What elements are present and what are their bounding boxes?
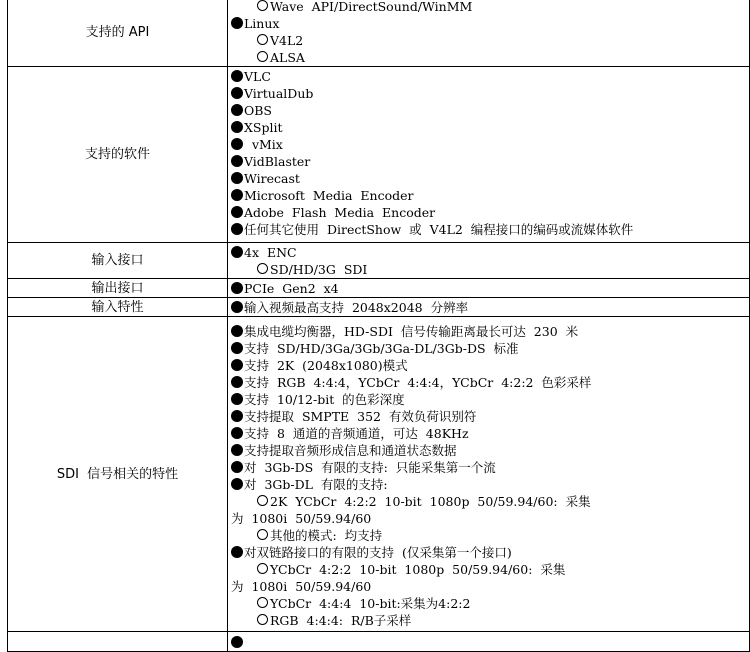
bullet-item (231, 299, 749, 316)
item-text: YCbCr 4:4:4 10-bit:采集为4:2:2 (270, 596, 471, 611)
item-text: Linux (244, 16, 280, 31)
item-text: Microsoft Media Encoder (244, 188, 414, 203)
bullet-item (231, 280, 749, 297)
item-text: 为 1080i 50/59.94/60 (231, 511, 372, 526)
bullet-item (231, 425, 749, 442)
bullet-item (231, 408, 749, 425)
item-text: 支持 RGB 4:4:4，YCbCr 4:4:4，YCbCr 4:2:2 色彩采样 (244, 375, 592, 390)
spec-row (8, 317, 750, 632)
bullet-item (231, 244, 749, 261)
item-text: RGB 4:4:4: R/B子采样 (270, 613, 412, 628)
spec-row-content (228, 317, 750, 632)
item-text: 对 3Gb-DL 有限的支持: (244, 477, 388, 492)
filled-bullet-icon (231, 155, 243, 167)
bullet-item (231, 170, 749, 187)
bullet-item (231, 391, 749, 408)
item-text: V4L2 (270, 33, 304, 48)
bullet-item (231, 15, 749, 32)
item-text: 支持提取音频形成信息和通道状态数据 (244, 443, 457, 458)
filled-bullet-icon (231, 461, 243, 473)
bullet-item (231, 102, 749, 119)
bullet-item (231, 136, 749, 153)
item-text: 2K YCbCr 4:2:2 10-bit 1080p 50/59.94/60: 采集 (270, 494, 591, 509)
item-text: VirtualDub (244, 86, 314, 101)
filled-bullet-icon (231, 121, 243, 133)
item-text: 支持 10/12-bit 的色彩深度 (244, 392, 405, 407)
spec-row-content (228, 243, 750, 279)
sub-bullet-item (231, 261, 749, 278)
item-text: Wirecast (244, 171, 300, 186)
filled-bullet-icon (231, 104, 243, 116)
item-text: 4x ENC (244, 245, 297, 260)
filled-bullet-icon (231, 223, 243, 235)
item-text: YCbCr 4:2:2 10-bit 1080p 50/59.94/60: 采集 (270, 562, 566, 577)
item-text: SD/HD/3G SDI (270, 262, 368, 277)
bullet-item (231, 634, 749, 651)
bullet-item (231, 85, 749, 102)
filled-bullet-icon (231, 376, 243, 388)
spec-row-label: 输出接口 (8, 279, 228, 298)
sub-bullet-item (231, 493, 749, 510)
item-text: PCIe Gen2 x4 (244, 281, 339, 296)
item-text: 对 3Gb-DS 有限的支持: 只能采集第一个流 (244, 460, 496, 475)
item-text: VLC (244, 69, 271, 84)
spec-row-label: SDI 信号相关的特性 (8, 317, 228, 632)
filled-bullet-icon (231, 410, 243, 422)
spec-row (8, 243, 750, 279)
item-text: OBS (244, 103, 272, 118)
item-text: 支持 SD/HD/3Ga/3Gb/3Ga-DL/3Gb-DS 标准 (244, 341, 519, 356)
sub-bullet-item (231, 527, 749, 544)
continuation-line (231, 510, 749, 527)
hollow-bullet-icon (257, 51, 268, 62)
spec-row-content (228, 279, 750, 298)
item-text: 输入视频最高支持 2048x2048 分辨率 (244, 300, 469, 315)
bullet-item (231, 187, 749, 204)
sub-bullet-item (231, 32, 749, 49)
item-text: ALSA (270, 50, 305, 65)
spec-row-content (228, 632, 750, 652)
item-text: vMix (244, 137, 283, 152)
spec-row-content (228, 0, 750, 67)
bullet-item (231, 204, 749, 221)
item-text: XSplit (244, 120, 283, 135)
item-text: 其他的模式: 均支持 (270, 528, 383, 543)
spec-row-label: 支持的软件 (8, 67, 228, 243)
filled-bullet-icon (231, 172, 243, 184)
filled-bullet-icon (231, 246, 243, 258)
item-text: VidBlaster (244, 154, 311, 169)
bullet-item (231, 544, 749, 561)
filled-bullet-icon (231, 282, 243, 294)
spec-row-label: 支持的 API (8, 0, 228, 67)
bullet-item (231, 357, 749, 374)
spec-row (8, 632, 750, 652)
spec-row-label: 输入特性 (8, 298, 228, 317)
hollow-bullet-icon (257, 263, 268, 274)
item-text: 支持 2K (2048x1080)模式 (244, 358, 408, 373)
item-text: 支持提取 SMPTE 352 有效负荷识别符 (244, 409, 477, 424)
spec-table (7, 0, 750, 652)
filled-bullet-icon (231, 342, 243, 354)
filled-bullet-icon (231, 301, 243, 313)
bullet-item (231, 459, 749, 476)
item-text: Wave API/DirectSound/WinMM (270, 0, 473, 14)
hollow-bullet-icon (257, 563, 268, 574)
filled-bullet-icon (231, 189, 243, 201)
hollow-bullet-icon (257, 529, 268, 540)
bullet-item (231, 119, 749, 136)
item-text: 为 1080i 50/59.94/60 (231, 579, 372, 594)
hollow-bullet-icon (257, 495, 268, 506)
hollow-bullet-icon (257, 34, 268, 45)
item-text: Adobe Flash Media Encoder (244, 205, 436, 220)
filled-bullet-icon (231, 393, 243, 405)
spec-row (8, 298, 750, 317)
hollow-bullet-icon (257, 614, 268, 625)
bullet-item (231, 153, 749, 170)
filled-bullet-icon (231, 70, 243, 82)
filled-bullet-icon (231, 87, 243, 99)
filled-bullet-icon (231, 636, 243, 648)
spec-row-label (8, 632, 228, 652)
sub-bullet-item (231, 595, 749, 612)
spec-row (8, 0, 750, 67)
bullet-item (231, 476, 749, 493)
spec-row-content (228, 67, 750, 243)
filled-bullet-icon (231, 427, 243, 439)
filled-bullet-icon (231, 478, 243, 490)
bullet-item (231, 442, 749, 459)
filled-bullet-icon (231, 206, 243, 218)
filled-bullet-icon (231, 325, 243, 337)
item-text: 对双链路接口的有限的支持 (仅采集第一个接口) (244, 545, 512, 560)
sub-bullet-item (231, 612, 749, 629)
bullet-item (231, 374, 749, 391)
spec-row (8, 67, 750, 243)
sub-bullet-item (231, 49, 749, 66)
bullet-item (231, 340, 749, 357)
filled-bullet-icon (231, 138, 243, 150)
sub-bullet-item (231, 561, 749, 578)
filled-bullet-icon (231, 546, 243, 558)
bullet-item (231, 68, 749, 85)
spec-row-label: 输入接口 (8, 243, 228, 279)
hollow-bullet-icon (257, 597, 268, 608)
item-text: 支持 8 通道的音频通道，可达 48KHz (244, 426, 469, 441)
sub-bullet-item (231, 0, 749, 15)
hollow-bullet-icon (257, 0, 268, 11)
spec-row (8, 279, 750, 298)
item-text: 集成电缆均衡器，HD-SDI 信号传输距离最长可达 230 米 (244, 324, 579, 339)
item-text: 任何其它使用 DirectShow 或 V4L2 编程接口的编码或流媒体软件 (244, 222, 634, 237)
filled-bullet-icon (231, 359, 243, 371)
continuation-line (231, 578, 749, 595)
filled-bullet-icon (231, 17, 243, 29)
spec-row-content (228, 298, 750, 317)
bullet-item (231, 323, 749, 340)
spec-table-body (8, 0, 750, 652)
bullet-item (231, 221, 749, 238)
filled-bullet-icon (231, 444, 243, 456)
